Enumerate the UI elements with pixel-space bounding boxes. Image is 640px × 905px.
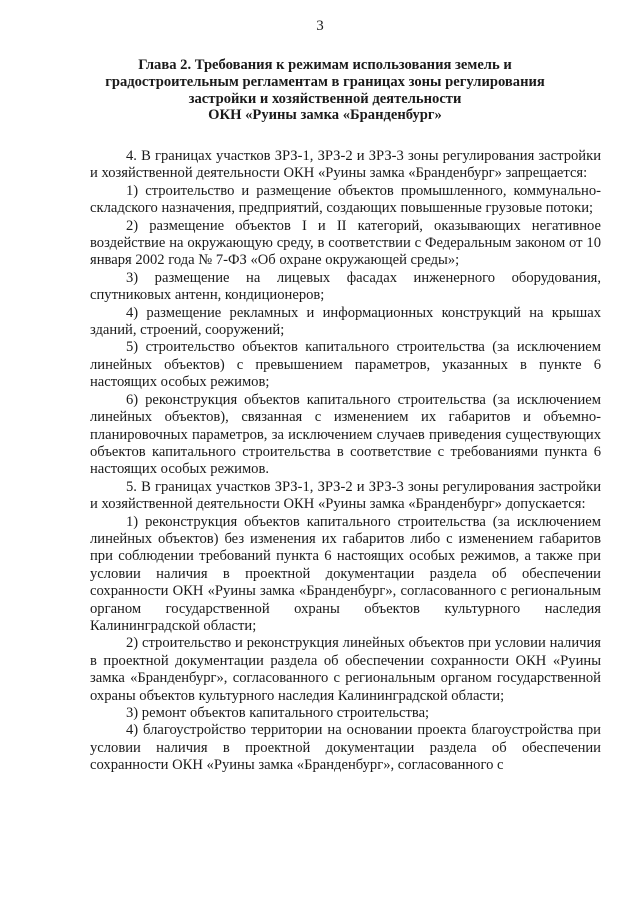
chapter-heading (90, 57, 560, 124)
heading-line: застройки и хозяйственной деятельности (188, 90, 462, 107)
page-number: 3 (316, 18, 324, 34)
paragraph: 5. В границах участков ЗРЗ-1, ЗРЗ-2 и ЗРЗ-3 зоны регулирования застройки и хозяйственной деятельности ОКН «Руины замка «Бранденбург» допускается: (90, 478, 601, 513)
paragraph: 2) строительство и реконструкция линейных объектов при условии наличия в проектной документации раздела об обеспечении сохранности ОКН «Руины замка «Бранденбург», согласованного с региональным органом государственной охраны объектов культурного наследия Калининградской области; (90, 635, 601, 704)
paragraph: 3) ремонт объектов капитального строительства; (126, 705, 430, 721)
heading-line: Глава 2. Требования к режимам использования земель и (138, 57, 512, 73)
document-body (90, 148, 601, 775)
paragraph: 5) строительство объектов капитального строительства (за исключением линейных объектов) с превышением параметров, указанных в пункте 6 настоящих особых режимов; (90, 339, 601, 391)
paragraph: 1) строительство и размещение объектов промышленного, коммунально-складского назначения, предприятий, создающих повышенные грузовые потоки; (90, 182, 601, 217)
heading-line: градостроительным регламентам в границах зоны регулирования (105, 73, 545, 90)
heading-line: ОКН «Руины замка «Бранденбург» (208, 107, 442, 124)
paragraph: 4) благоустройство территории на основании проекта благоустройства при условии наличия в проектной документации раздела об обеспечении сохранности ОКН «Руины замка «Бранденбург», согласованного с (90, 722, 601, 774)
paragraph: 6) реконструкция объектов капитального строительства (за исключением линейных объектов), связанная с изменением их габаритов и объемно-планировочных параметров, за исключением случаев приведения существующих объектов капитального строительства в соответствие с требованиями пункта 6 настоящих особых режимов. (90, 391, 601, 478)
paragraph: 4) размещение рекламных и информационных конструкций на крышах зданий, строений, сооружений; (90, 304, 601, 339)
paragraph: 2) размещение объектов I и II категорий, оказывающих негативное воздействие на окружающую среду, в соответствии с Федеральным законом от 10 января 2002 года № 7-ФЗ «Об охране окружающей среды»; (90, 217, 601, 269)
paragraph: 3) размещение на лицевых фасадах инженерного оборудования, спутниковых антенн, кондиционеров; (90, 269, 601, 304)
paragraph: 4. В границах участков ЗРЗ-1, ЗРЗ-2 и ЗРЗ-3 зоны регулирования застройки и хозяйственной деятельности ОКН «Руины замка «Бранденбург» запрещается: (90, 148, 601, 182)
paragraph: 1) реконструкция объектов капитального строительства (за исключением линейных объектов) без изменения их габаритов либо с изменением габаритов при соблюдении требований пункта 6 настоящих особых режимов, а также при условии наличия в проектной документации раздела об обеспечении сохранности ОКН «Руины замка «Бранденбург», согласованного с региональным органом государственной охраны объектов культурного наследия Калининградской области; (90, 513, 601, 634)
